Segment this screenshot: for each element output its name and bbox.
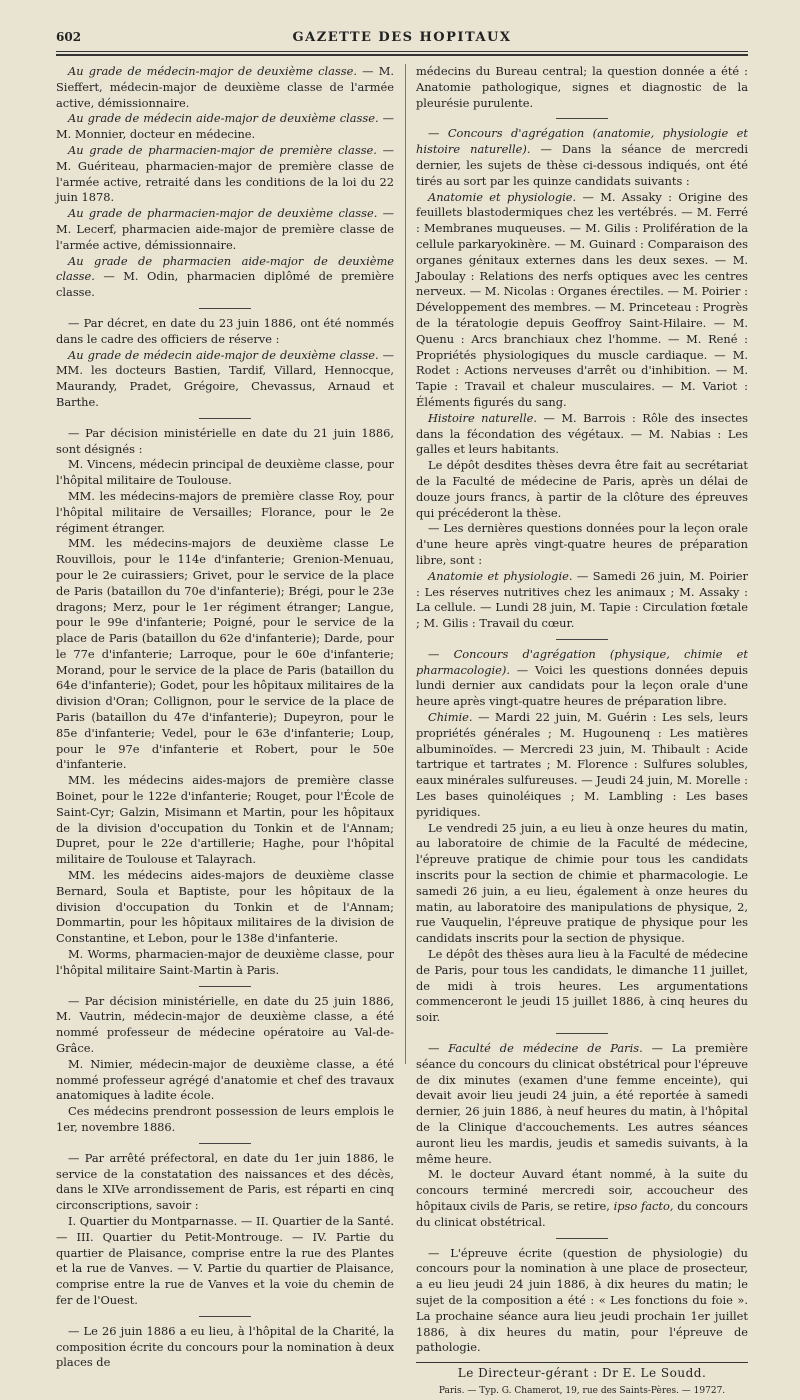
paragraph — [416, 1246, 748, 1357]
paragraph — [416, 647, 748, 710]
paragraph — [56, 457, 394, 489]
paragraph-text: MM. les médecins aides-majors de deuxième classe Bernard, Soula et Baptiste, pour les hôpitaux de la division d'occupation du Tonkin et de l'Annam; Dommartin, pour les hôpitaux militaires de la division de Constantine, et Lebon, pour le 138e d'infanterie. — [56, 868, 394, 946]
paragraph-text: MM. les médecins-majors de deuxième classe Le Rouvillois, pour le 114e d'infanterie; Grenion-Menuau, pour le 2e cuirassiers; Grivet, pour le service de la place de Paris (bataillon du 70e d'infanterie); Brégi, pour le 23e dragons; Merz, pour le 1er régiment étranger; Langue, pour le 99e d'infanterie; Poigné, pour le service de la place de Paris (bataillon du 62e d'infanterie); Darde, pour le 77e d'infanterie; Larroque, pour le 60e d'infanterie; Morand, pour le service de la place de Paris (bataillon du 64e d'infanterie); Godet, pour les hôpitaux militaires de la division d'Oran; Collignon, pour le service de la place de Paris (bataillon du 47e d'infanterie); Dupeyron, pour le 85e d'infanterie; Vedel, pour le 63e d'infanterie; Loup, pour le 97e d'infanterie et Robert, pour le 50e d'infanterie. — [56, 536, 394, 772]
journal-title: GAZETTE DES HOPITAUX — [292, 30, 512, 45]
printer-imprint: Paris. — Typ. G. Chamerot, 19, rue des Saints-Pères. — 19727. — [438, 1385, 726, 1396]
paragraph-text: — Par décision ministérielle en date du 21 juin 1886, sont désignés : — [56, 425, 394, 456]
paragraph-text: Le vendredi 25 juin, a eu lieu à onze heures du matin, au laboratoire de chimie de la Faculté de médecine, l'épreuve pratique de chimie pour tous les candidats inscrits pour la section de chimie et pharmacologie. Le samedi 26 juin, a eu lieu, également à onze heures du matin, au laboratoire des manipulations de physique, 2, rue Vauquelin, l'épreuve pratique de physique pour les candidats inscrits pour la section de physique. — [416, 820, 748, 946]
paragraph-text: M. Vincens, médecin principal de deuxième classe, pour l'hôpital militaire de Toulouse. — [56, 457, 394, 488]
left-column — [56, 64, 394, 1371]
paragraph-text: — L'épreuve écrite (question de physiologie) du concours pour la nomination à une place de prosecteur, a eu lieu jeudi 24 juin 1886, à dix heures du matin; le sujet de la composition a été : « Les fonctions du foie ». La prochaine séance aura lieu jeudi prochain 1er juillet 1886, à dix heures du matin, pour l'épreuve de pathologie. — [416, 1245, 748, 1355]
paragraph — [56, 489, 394, 536]
paragraph-text: — Dans la séance de mercredi dernier, les sujets de thèse ci-dessous indiqués, ont été tirés au sort par les quinze candidats suivants : — [416, 142, 748, 188]
paragraph — [56, 143, 394, 206]
paragraph — [56, 348, 394, 411]
paragraph-text: — Samedi 26 juin, M. Poirier : Les réserves nutritives chez les animaux ; M. Assaky : La cellule. — Lundi 28 juin, M. Tapie : Circulation fœtale ; M. Gilis : Travail du cœur. — [416, 568, 748, 631]
paragraph-text: MM. les médecins aides-majors de première classe Boinet, pour le 122e d'infanterie; Rouget, pour l'École de Saint-Cyr; Galzin, Misimann et Martin, pour les hôpitaux de la division d'occupation du Tonkin et de l'Annam; Dupret, pour le 22e d'artillerie; Haghe, pour l'hôpital militaire de Toulouse et Talayrach. — [56, 773, 394, 867]
section-separator — [556, 118, 608, 119]
paragraph — [56, 947, 394, 979]
section-separator — [199, 1143, 251, 1144]
paragraph — [56, 1151, 394, 1214]
signature-line: Le Directeur-gérant : Dr E. Le Soudd. — [416, 1362, 748, 1382]
right-column — [416, 64, 748, 1400]
paragraph-text: — M. Assaky : Origine des feuillets blastodermiques chez les vertébrés. — M. Ferré : Membranes muqueuses. — M. Gilis : Prolifération de la cellule parkaryokinère. — M. Guinard : Comparaison des organes génitaux externes dans les deux sexes. — M. Jaboulay : Relations des nerfs optiques avec les centres nerveux. — M. Nicolas : Organes érectiles. — M. Poirier : Développement des membres. — M. Princeteau : Progrès de la tératologie depuis Geoffroy Saint-Hilaire. — M. Quenu : Arcs branchiaux chez l'homme. — M. René : Propriétés physiologiques du muscle cardiaque. — M. Rodet : Actions nerveuses d'arrêt ou d'inhibition. — M. Tapie : Travail et chaleur musculaires. — M. Variot : Éléments figurés du sang. — [416, 189, 748, 409]
paragraph — [416, 821, 748, 947]
paragraph — [56, 1104, 394, 1136]
paragraph-text: M. le docteur Auvard étant nommé, à la suite du concours terminé mercredi soir, accoucheur des hôpitaux civils de Paris, se retire, — [416, 1167, 748, 1213]
paragraph — [56, 206, 394, 253]
paragraph-text: — M. Odin, pharmacien diplômé de première classe. — [56, 269, 394, 300]
paragraph — [56, 1057, 394, 1104]
page-header — [56, 30, 748, 52]
paragraph — [56, 111, 394, 143]
paragraph — [416, 190, 748, 411]
paragraph — [416, 458, 748, 521]
header-rule — [56, 51, 748, 52]
paragraph-text: — M. Barrois : Rôle des insectes dans la fécondation des végétaux. — M. Nabias : Les galles et leurs habitants. — [416, 410, 748, 457]
paragraph-text: — M. Lecerf, pharmacien aide-major de première classe de l'armée active, démissionnaire. — [56, 206, 395, 252]
paragraph-text: MM. les médecins-majors de première classe Roy, pour l'hôpital militaire de Versailles; Florance, pour le 2e régiment étranger. — [56, 488, 394, 535]
header-rule-thick — [56, 54, 748, 56]
paragraph-text: — — [428, 126, 448, 141]
paragraph-text: M. Worms, pharmacien-major de deuxième classe, pour l'hôpital militaire Saint-Martin à Paris. — [56, 947, 394, 977]
section-separator — [199, 986, 251, 987]
italic-heading: Au grade de pharmacien-major de première classe. — [68, 142, 377, 157]
italic-heading: Anatomie et physiologie. — [428, 568, 573, 583]
paragraph — [416, 1167, 748, 1230]
paragraph-text: — Par décision ministérielle, en date du 25 juin 1886, M. Vautrin, médecin-major de deuxième classe, a été nommé professeur de médecine opératoire au Val-de-Grâce. — [56, 993, 394, 1056]
paragraph — [56, 536, 394, 773]
paragraph — [56, 254, 394, 301]
paragraph-text: du concours du clinicat obstétrical. — [416, 1198, 748, 1229]
paragraph — [56, 426, 394, 458]
paragraph — [56, 994, 394, 1057]
italic-heading: Au grade de pharmacien-major de deuxième classe. — [68, 206, 378, 221]
paragraph — [56, 773, 394, 868]
paragraph-text: — M. Monnier, docteur en médecine. — [56, 111, 395, 142]
paragraph — [416, 126, 748, 189]
paragraph — [416, 569, 748, 632]
paragraph-text: I. Quartier du Montparnasse. — II. Quartier de la Santé. — III. Quartier du Petit-Montrouge. — IV. Partie du quartier de Plaisance, comprise entre la rue des Plantes et la rue de Vanves. — V. Partie du quartier de Plaisance, comprise entre la rue de Vanves et la voie du chemin de fer de l'Ouest. — [56, 1213, 394, 1307]
paragraph — [56, 1324, 394, 1371]
section-separator — [556, 639, 608, 640]
paragraph-text: Ces médecins prendront possession de leurs emplois le 1er, novembre 1886. — [56, 1104, 394, 1134]
italic-heading: Anatomie et physiologie. — [428, 189, 577, 204]
column-divider — [405, 64, 406, 1064]
paragraph-text: — — [428, 1041, 449, 1056]
paragraph-text: — M. Sieffert, médecin-major de deuxième classe de l'armée active, démissionnaire. — [56, 64, 394, 110]
italic-heading: Histoire naturelle. — [428, 410, 538, 425]
paragraph — [416, 710, 748, 821]
paragraph-text: — — [428, 646, 454, 661]
section-separator — [556, 1033, 608, 1034]
page-number: 602 — [56, 30, 82, 44]
italic-heading: Au grade de médecin aide-major de deuxième classe. — [68, 347, 379, 362]
paragraph — [56, 316, 394, 348]
italic-heading: Concours d'agrégation (anatomie, physiologie et histoire naturelle). — [416, 126, 749, 157]
paragraph-text: — M. Guériteau, pharmacien-major de première classe de l'armée active, retraité dans les conditions de la loi du 22 juin 1878. — [56, 142, 394, 205]
italic-heading: ipso facto, — [613, 1198, 674, 1213]
paragraph-text: Le dépôt des thèses aura lieu à la Faculté de médecine de Paris, pour tous les candidats, le dimanche 11 juillet, de midi à trois heures. Les argumentations commenceront le jeudi 15 juillet 1886, à cinq heures du soir. — [416, 947, 748, 1025]
italic-heading: Faculté de médecine de Paris. — [448, 1041, 643, 1056]
paragraph-text: — Les dernières questions données pour la leçon orale d'une heure après vingt-quatre heures de préparation libre, sont : — [416, 521, 748, 567]
italic-heading: Au grade de médecin-major de deuxième classe. — [68, 64, 357, 78]
paragraph-text: — La première séance du concours du clinicat obstétrical pour l'épreuve de dix minutes (examen d'une femme enceinte), qui devait avoir lieu jeudi 24 juin, a été reportée à samedi dernier, 26 juin 1886, à neuf heures du matin, à l'hôpital de la Clinique d'accouchements. Les autres séances auront lieu les mardis, jeudis et samedis suivants, à la même heure. — [416, 1041, 748, 1166]
italic-heading: Concours d'agrégation (physique, chimie et pharmacologie). — [416, 646, 749, 677]
paragraph-text: — Par arrêté préfectoral, en date du 1er juin 1886, le service de la constatation des naissances et des décès, dans le XIVe arrondissement de Paris, est réparti en cinq circonscriptions, savoir : — [56, 1150, 394, 1213]
paragraph — [416, 64, 748, 111]
italic-heading: Au grade de médecin aide-major de deuxième classe. — [68, 111, 379, 126]
paragraph — [56, 1214, 394, 1309]
section-separator — [199, 418, 251, 419]
paragraph — [416, 521, 748, 568]
paragraph-text: — Par décret, en date du 23 juin 1886, ont été nommés dans le cadre des officiers de réserve : — [56, 315, 394, 346]
paragraph-text: — Le 26 juin 1886 a eu lieu, à l'hôpital de la Charité, la composition écrite du concours pour la nomination à deux places de — [56, 1323, 394, 1370]
paragraph — [416, 947, 748, 1026]
paragraph-text: M. Nimier, médecin-major de deuxième classe, a été nommé professeur agrégé d'anatomie et chef des travaux anatomiques à ladite école. — [56, 1056, 394, 1103]
section-separator — [199, 1316, 251, 1317]
paragraph-text: — Mardi 22 juin, M. Guérin : Les sels, leurs propriétés générales ; M. Hugounenq : Les matières albuminoïdes. — Mercredi 23 juin, M. Thibault : Acide tartrique et tartrates ; M. Florence : Sulfures solubles, eaux minérales sulfureuses. — Jeudi 24 juin, M. Morelle : Les bases quinoléiques ; M. Lambling : Les bases pyridiques. — [416, 710, 748, 819]
section-separator — [199, 308, 251, 309]
section-separator — [556, 1238, 608, 1239]
italic-heading: Chimie. — [428, 710, 473, 725]
paragraph — [416, 411, 748, 458]
paragraph-text: — MM. les docteurs Bastien, Tardif, Villard, Hennocque, Maurandy, Pradet, Grégoire, Chevassus, Arnaud et Barthe. — [56, 347, 395, 409]
paragraph-text: médecins du Bureau central; la question donnée a été : Anatomie pathologique, signes et diagnostic de la pleurésie purulente. — [416, 64, 748, 110]
italic-heading: Au grade de pharmacien aide-major de deuxième classe. — [56, 253, 394, 284]
paragraph-text: Le dépôt desdites thèses devra être fait au secrétariat de la Faculté de médecine de Paris, après un délai de douze jours francs, à partir de la clôture des épreuves qui précéderont la thèse. — [416, 458, 748, 520]
paragraph-text: — Voici les questions données depuis lundi dernier aux candidats pour la leçon orale d'une heure après vingt-quatre heures de préparation libre. — [416, 662, 748, 709]
paragraph — [56, 64, 394, 111]
paragraph — [56, 868, 394, 947]
paragraph — [416, 1041, 748, 1167]
